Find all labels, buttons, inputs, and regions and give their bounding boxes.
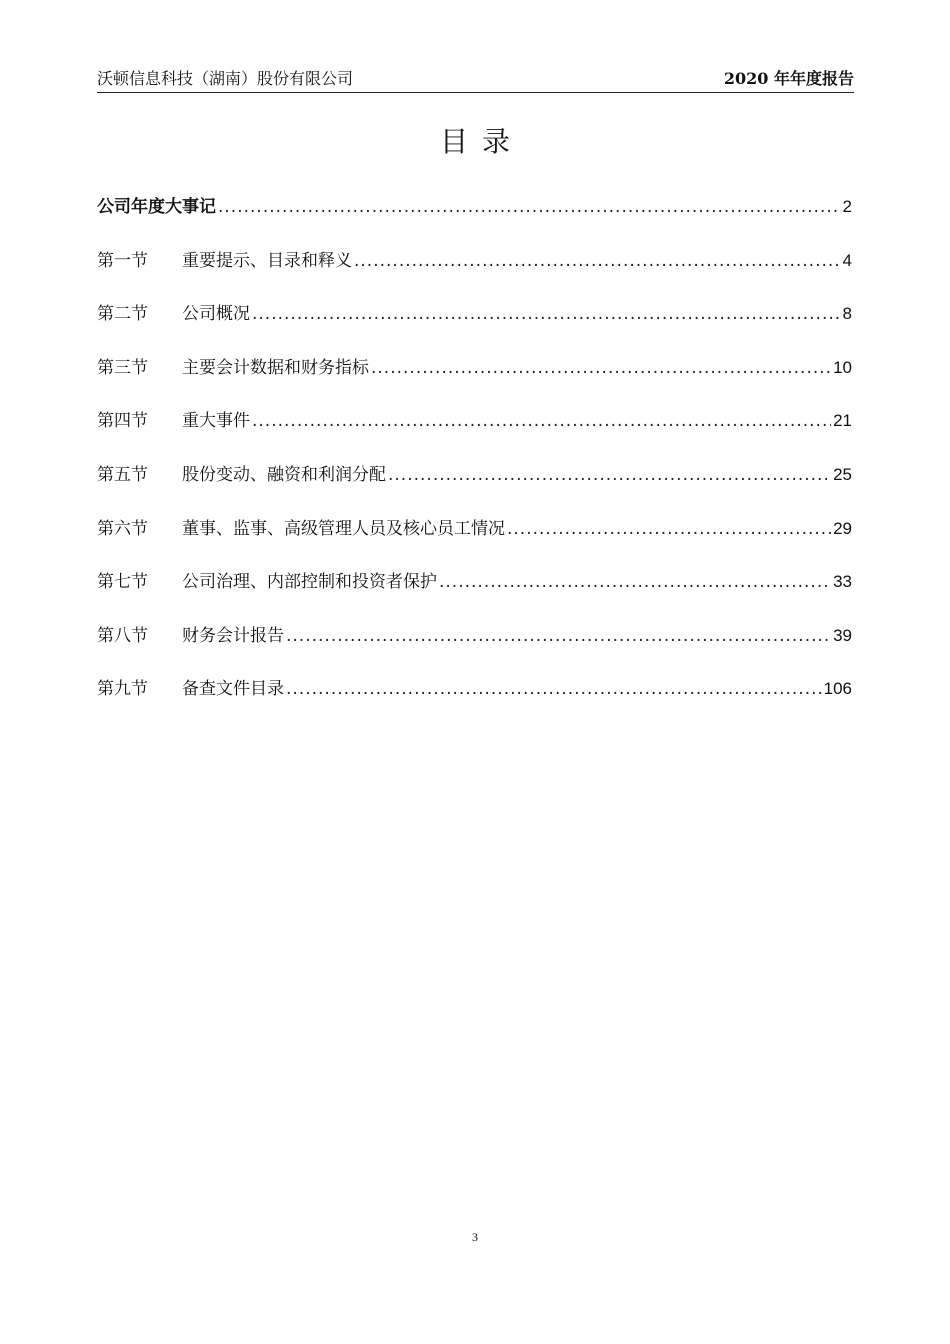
toc-leader-dots — [252, 404, 831, 438]
toc-item-name: 公司治理、内部控制和投资者保护 — [182, 572, 437, 593]
toc-section-label: 第四节 — [97, 411, 148, 432]
toc-leader-dots — [371, 351, 831, 385]
toc-item-name: 股份变动、融资和利润分配 — [182, 464, 386, 485]
toc-section-label: 第六节 — [97, 518, 148, 539]
toc-item-page: 4 — [842, 250, 852, 270]
toc-item-page: 33 — [833, 572, 852, 592]
toc-item-highlights[interactable] — [97, 190, 852, 244]
toc-item-section-8[interactable] — [97, 619, 852, 673]
toc-leader-dots — [286, 672, 822, 706]
toc-leader-dots — [439, 565, 831, 599]
toc-item-name: 主要会计数据和财务指标 — [182, 357, 369, 378]
toc-item-page: 10 — [833, 357, 852, 377]
toc-item-section-3[interactable] — [97, 351, 852, 405]
toc-item-page: 25 — [833, 464, 852, 484]
toc-item-page: 39 — [833, 625, 852, 645]
toc-item-name: 公司年度大事记 — [97, 197, 216, 217]
footer-page-number: 3 — [472, 1230, 478, 1244]
report-title: 2020 年年度报告 — [723, 69, 854, 88]
toc-section-label: 第二节 — [97, 304, 148, 325]
toc-section-label: 第一节 — [97, 250, 148, 271]
toc-section-label: 第七节 — [97, 572, 148, 593]
toc-leader-dots — [388, 458, 831, 492]
toc-section-label: 第五节 — [97, 464, 148, 485]
page-header — [97, 66, 854, 93]
toc-item-section-9[interactable] — [97, 672, 852, 726]
toc-item-page: 29 — [833, 518, 852, 538]
toc-item-page: 8 — [842, 304, 852, 324]
toc-leader-dots — [354, 244, 841, 278]
toc-item-name: 备查文件目录 — [182, 679, 284, 700]
toc-item-section-4[interactable] — [97, 404, 852, 458]
toc-leader-dots — [286, 619, 831, 653]
toc-item-section-1[interactable] — [97, 244, 852, 298]
toc-section-label: 第九节 — [97, 679, 148, 700]
toc-item-section-2[interactable] — [97, 297, 852, 351]
toc-item-section-7[interactable] — [97, 565, 852, 619]
toc-section-label: 第三节 — [97, 357, 148, 378]
toc-section-label: 第八节 — [97, 625, 148, 646]
toc-item-name: 重要提示、目录和释义 — [182, 250, 352, 271]
toc-item-section-5[interactable] — [97, 458, 852, 512]
toc-item-page: 2 — [842, 197, 852, 216]
toc-item-name: 财务会计报告 — [182, 625, 284, 646]
page-title: 目录 — [439, 125, 524, 158]
table-of-contents — [97, 190, 852, 726]
toc-leader-dots — [507, 512, 831, 546]
toc-leader-dots — [218, 190, 841, 224]
toc-item-name: 重大事件 — [182, 411, 250, 432]
toc-item-name: 董事、监事、高级管理人员及核心员工情况 — [182, 518, 505, 539]
company-name: 沃顿信息科技（湖南）股份有限公司 — [97, 69, 354, 88]
toc-item-page: 106 — [823, 679, 852, 699]
toc-leader-dots — [252, 297, 841, 331]
toc-item-page: 21 — [833, 411, 852, 431]
toc-item-section-6[interactable] — [97, 512, 852, 566]
toc-item-name: 公司概况 — [182, 304, 250, 325]
